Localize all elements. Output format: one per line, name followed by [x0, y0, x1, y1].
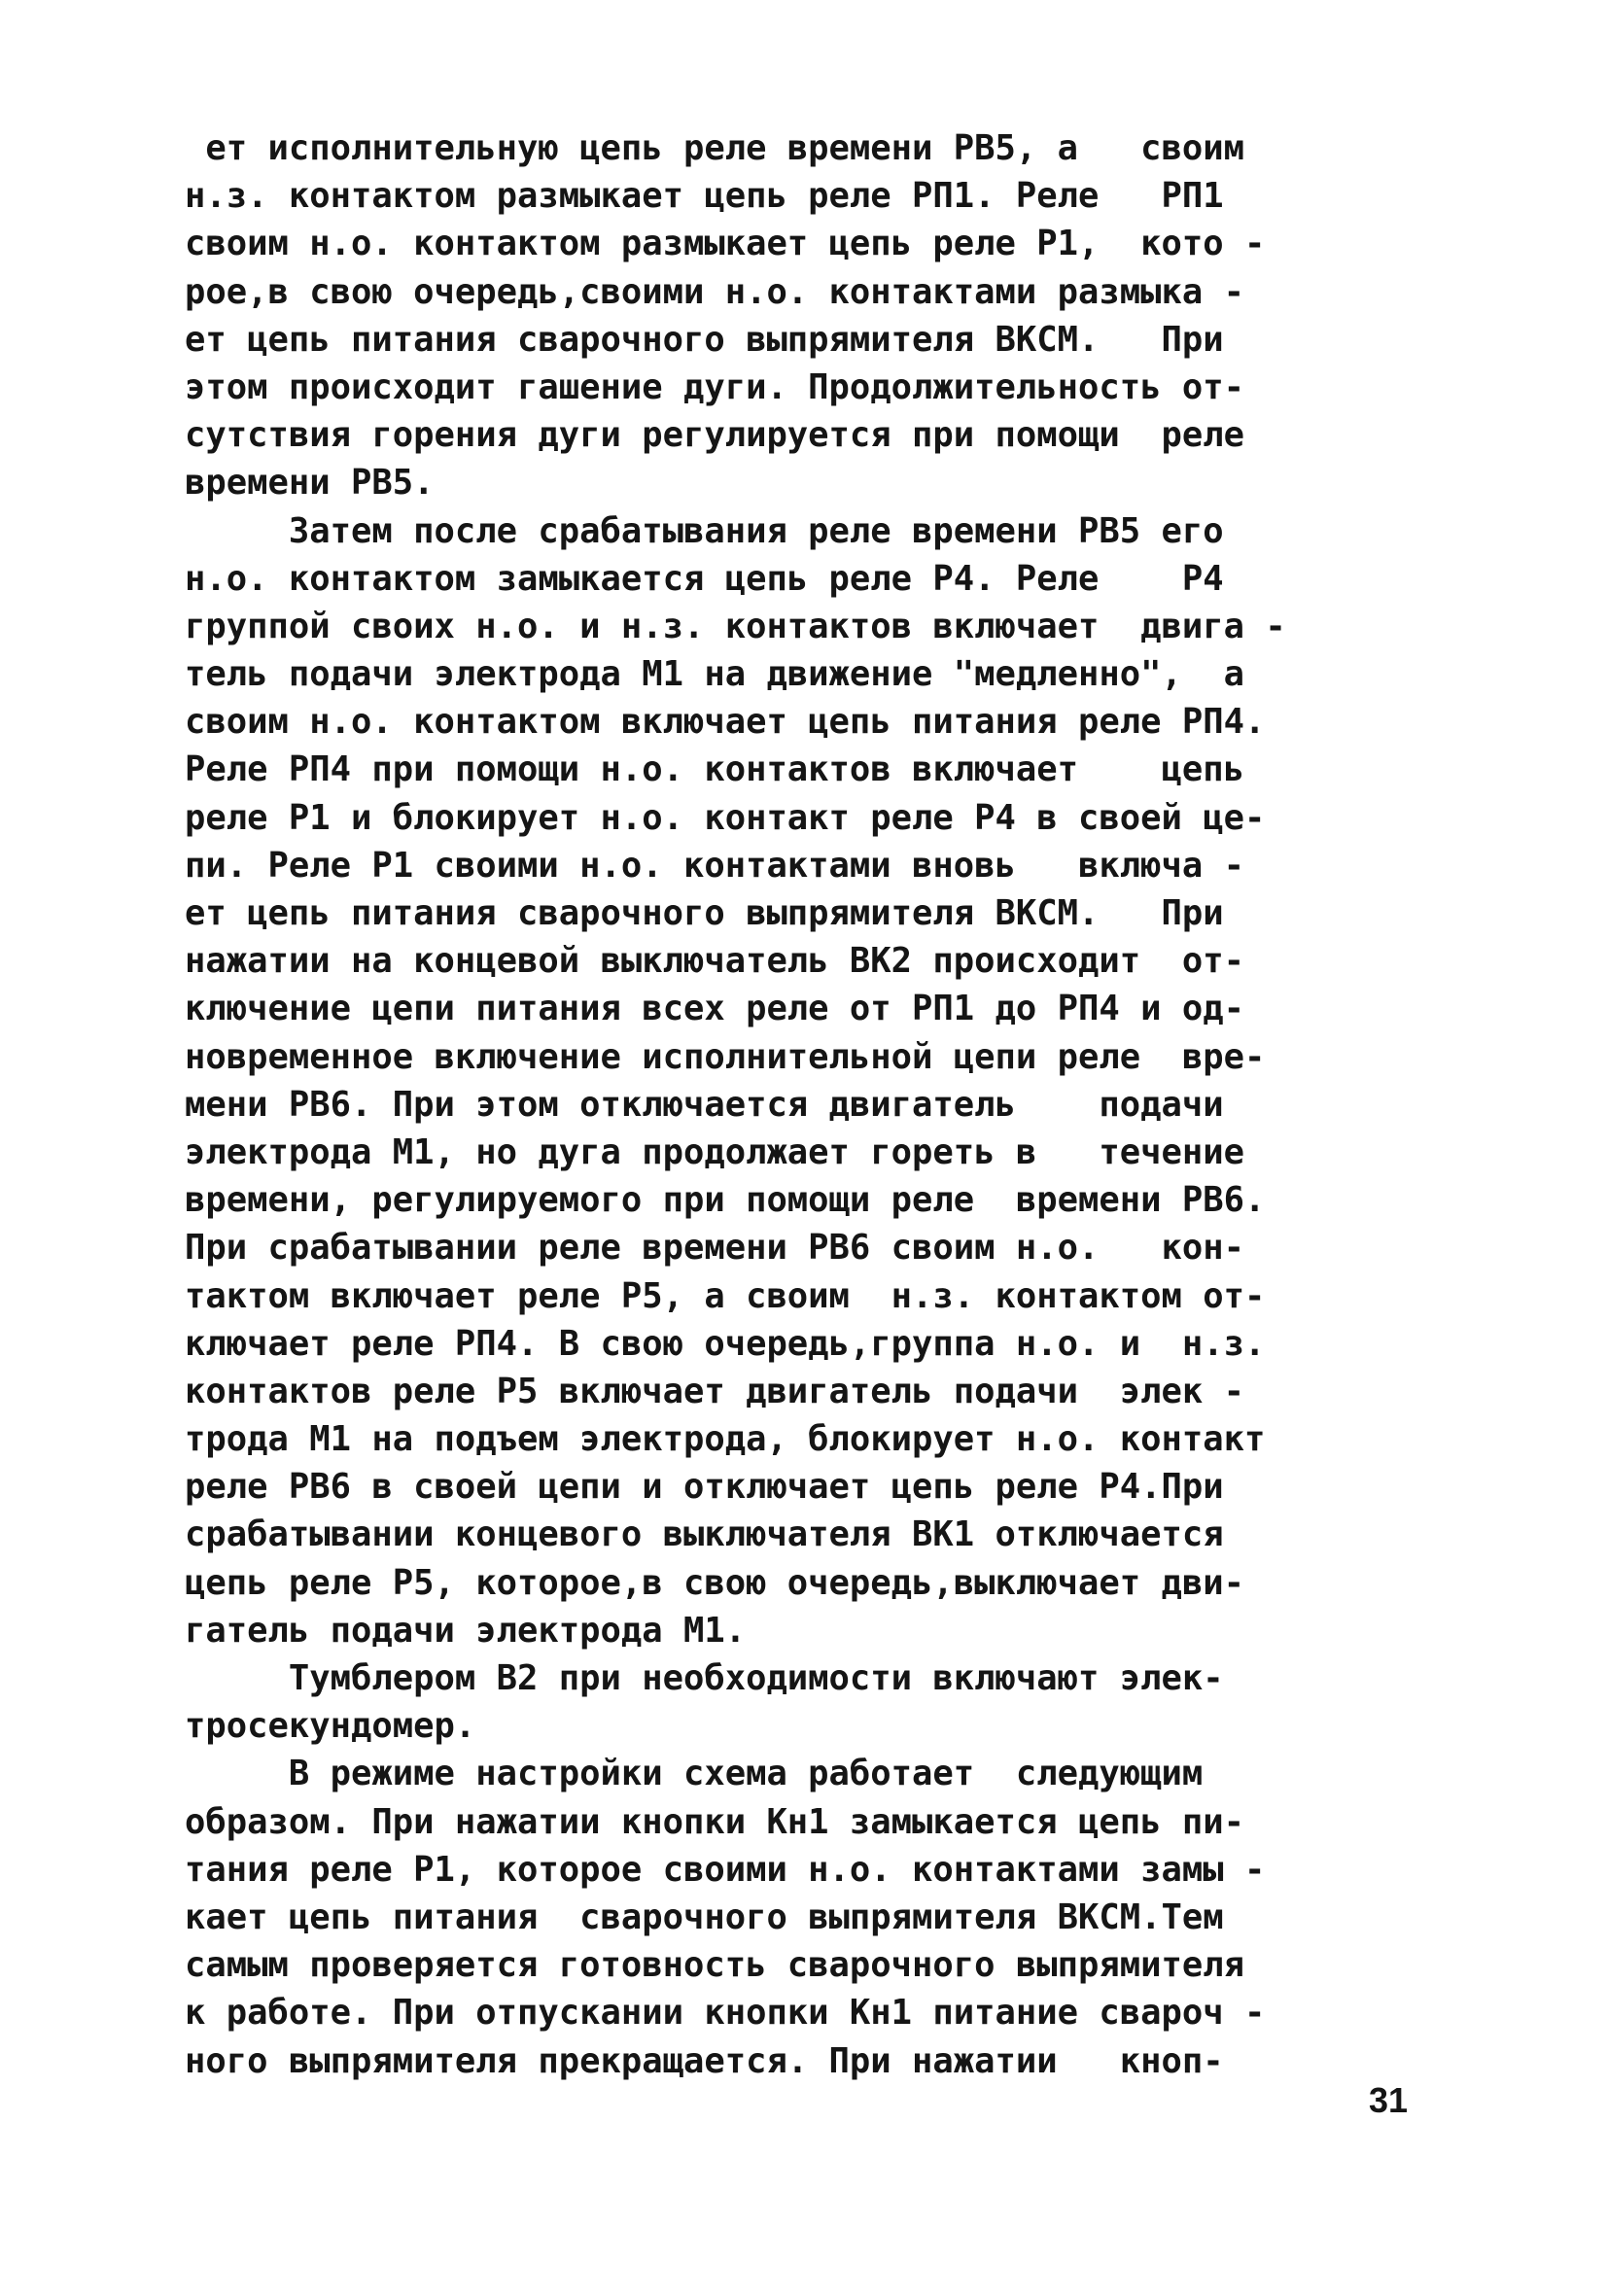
text-line: ет цепь питания сварочного выпрямителя ВКСМ. При — [185, 319, 1224, 360]
text-line: ключение цепи питания всех реле от РП1 до РП4 и од- — [185, 989, 1245, 1029]
text-line: новременное включение исполнительной цепи реле вре- — [185, 1036, 1266, 1077]
text-line: нажатии на концевой выключатель ВК2 происходит от- — [185, 941, 1245, 982]
text-line: трода М1 на подъем электрода, блокирует н.о. контакт — [185, 1419, 1266, 1460]
text-line: ет цепь питания сварочного выпрямителя ВКСМ. При — [185, 893, 1224, 933]
text-line: н.о. контактом замыкается цепь реле Р4. Реле Р4 — [185, 558, 1224, 599]
text-line: Затем после срабатывания реле времени РВ5 его — [185, 510, 1224, 551]
text-line: гатель подачи электрода М1. — [185, 1610, 747, 1651]
body-text — [185, 124, 1424, 2085]
text-line: этом происходит гашение дуги. Продолжительность от- — [185, 366, 1245, 407]
text-line: своим н.о. контактом размыкает цепь реле Р1, кото - — [185, 224, 1266, 264]
text-line: тания реле Р1, которое своими н.о. контактами замы - — [185, 1849, 1266, 1890]
text-line: самым проверяется готовность сварочного выпрямителя — [185, 1945, 1245, 1986]
text-line: пи. Реле Р1 своими н.о. контактами вновь включа - — [185, 845, 1245, 886]
text-line: кает цепь питания сварочного выпрямителя ВКСМ.Тем — [185, 1896, 1224, 1937]
text-line: к работе. При отпускании кнопки Кн1 питание свароч - — [185, 1993, 1266, 2034]
text-line: ключает реле РП4. В свою очередь,группа н.о. и н.з. — [185, 1323, 1266, 1364]
text-line: группой своих н.о. и н.з. контактов включает двига - — [185, 606, 1286, 646]
text-line: н.з. контактом размыкает цепь реле РП1. Реле РП1 — [185, 176, 1224, 217]
text-line: контактов реле Р5 включает двигатель подачи элек - — [185, 1371, 1245, 1411]
text-line: ного выпрямителя прекращается. При нажатии кноп- — [185, 2040, 1224, 2081]
text-line: Реле РП4 при помощи н.о. контактов включает цепь — [185, 749, 1245, 790]
text-line: тактом включает реле Р5, а своим н.з. контактом от- — [185, 1275, 1266, 1316]
text-line: цепь реле Р5, которое,в свою очередь,выключает дви- — [185, 1562, 1245, 1603]
text-line: времени, регулируемого при помощи реле времени РВ6. — [185, 1180, 1266, 1221]
text-line: электрода М1, но дуга продолжает гореть в течение — [185, 1131, 1245, 1172]
text-line: времени РВ5. — [185, 463, 435, 504]
text-line: сутствия горения дуги регулируется при помощи реле — [185, 415, 1245, 456]
text-line: реле Р1 и блокирует н.о. контакт реле Р4 в своей це- — [185, 797, 1266, 838]
text-line: тель подачи электрода М1 на движение "медленно", а — [185, 654, 1245, 695]
text-line: ет исполнительную цепь реле времени РВ5, а своим — [185, 128, 1245, 168]
text-line: Тумблером В2 при необходимости включают элек- — [185, 1658, 1224, 1698]
text-line: рое,в свою очередь,своими н.о. контактами размыка - — [185, 271, 1245, 312]
text-line: срабатывании концевого выключателя ВК1 отключается — [185, 1514, 1224, 1555]
text-line: реле РВ6 в своей цепи и отключает цепь реле Р4.При — [185, 1467, 1224, 1508]
text-line: При срабатывании реле времени РВ6 своим н.о. кон- — [185, 1228, 1245, 1269]
page-number: 31 — [1369, 2080, 1409, 2120]
text-line: тросекундомер. — [185, 1706, 476, 1747]
text-line: мени РВ6. При этом отключается двигатель подачи — [185, 1084, 1224, 1125]
text-line: В режиме настройки схема работает следующим — [185, 1754, 1204, 1794]
text-line: своим н.о. контактом включает цепь питания реле РП4. — [185, 702, 1266, 743]
text-line: образом. При нажатии кнопки Кн1 замыкается цепь пи- — [185, 1801, 1245, 1842]
